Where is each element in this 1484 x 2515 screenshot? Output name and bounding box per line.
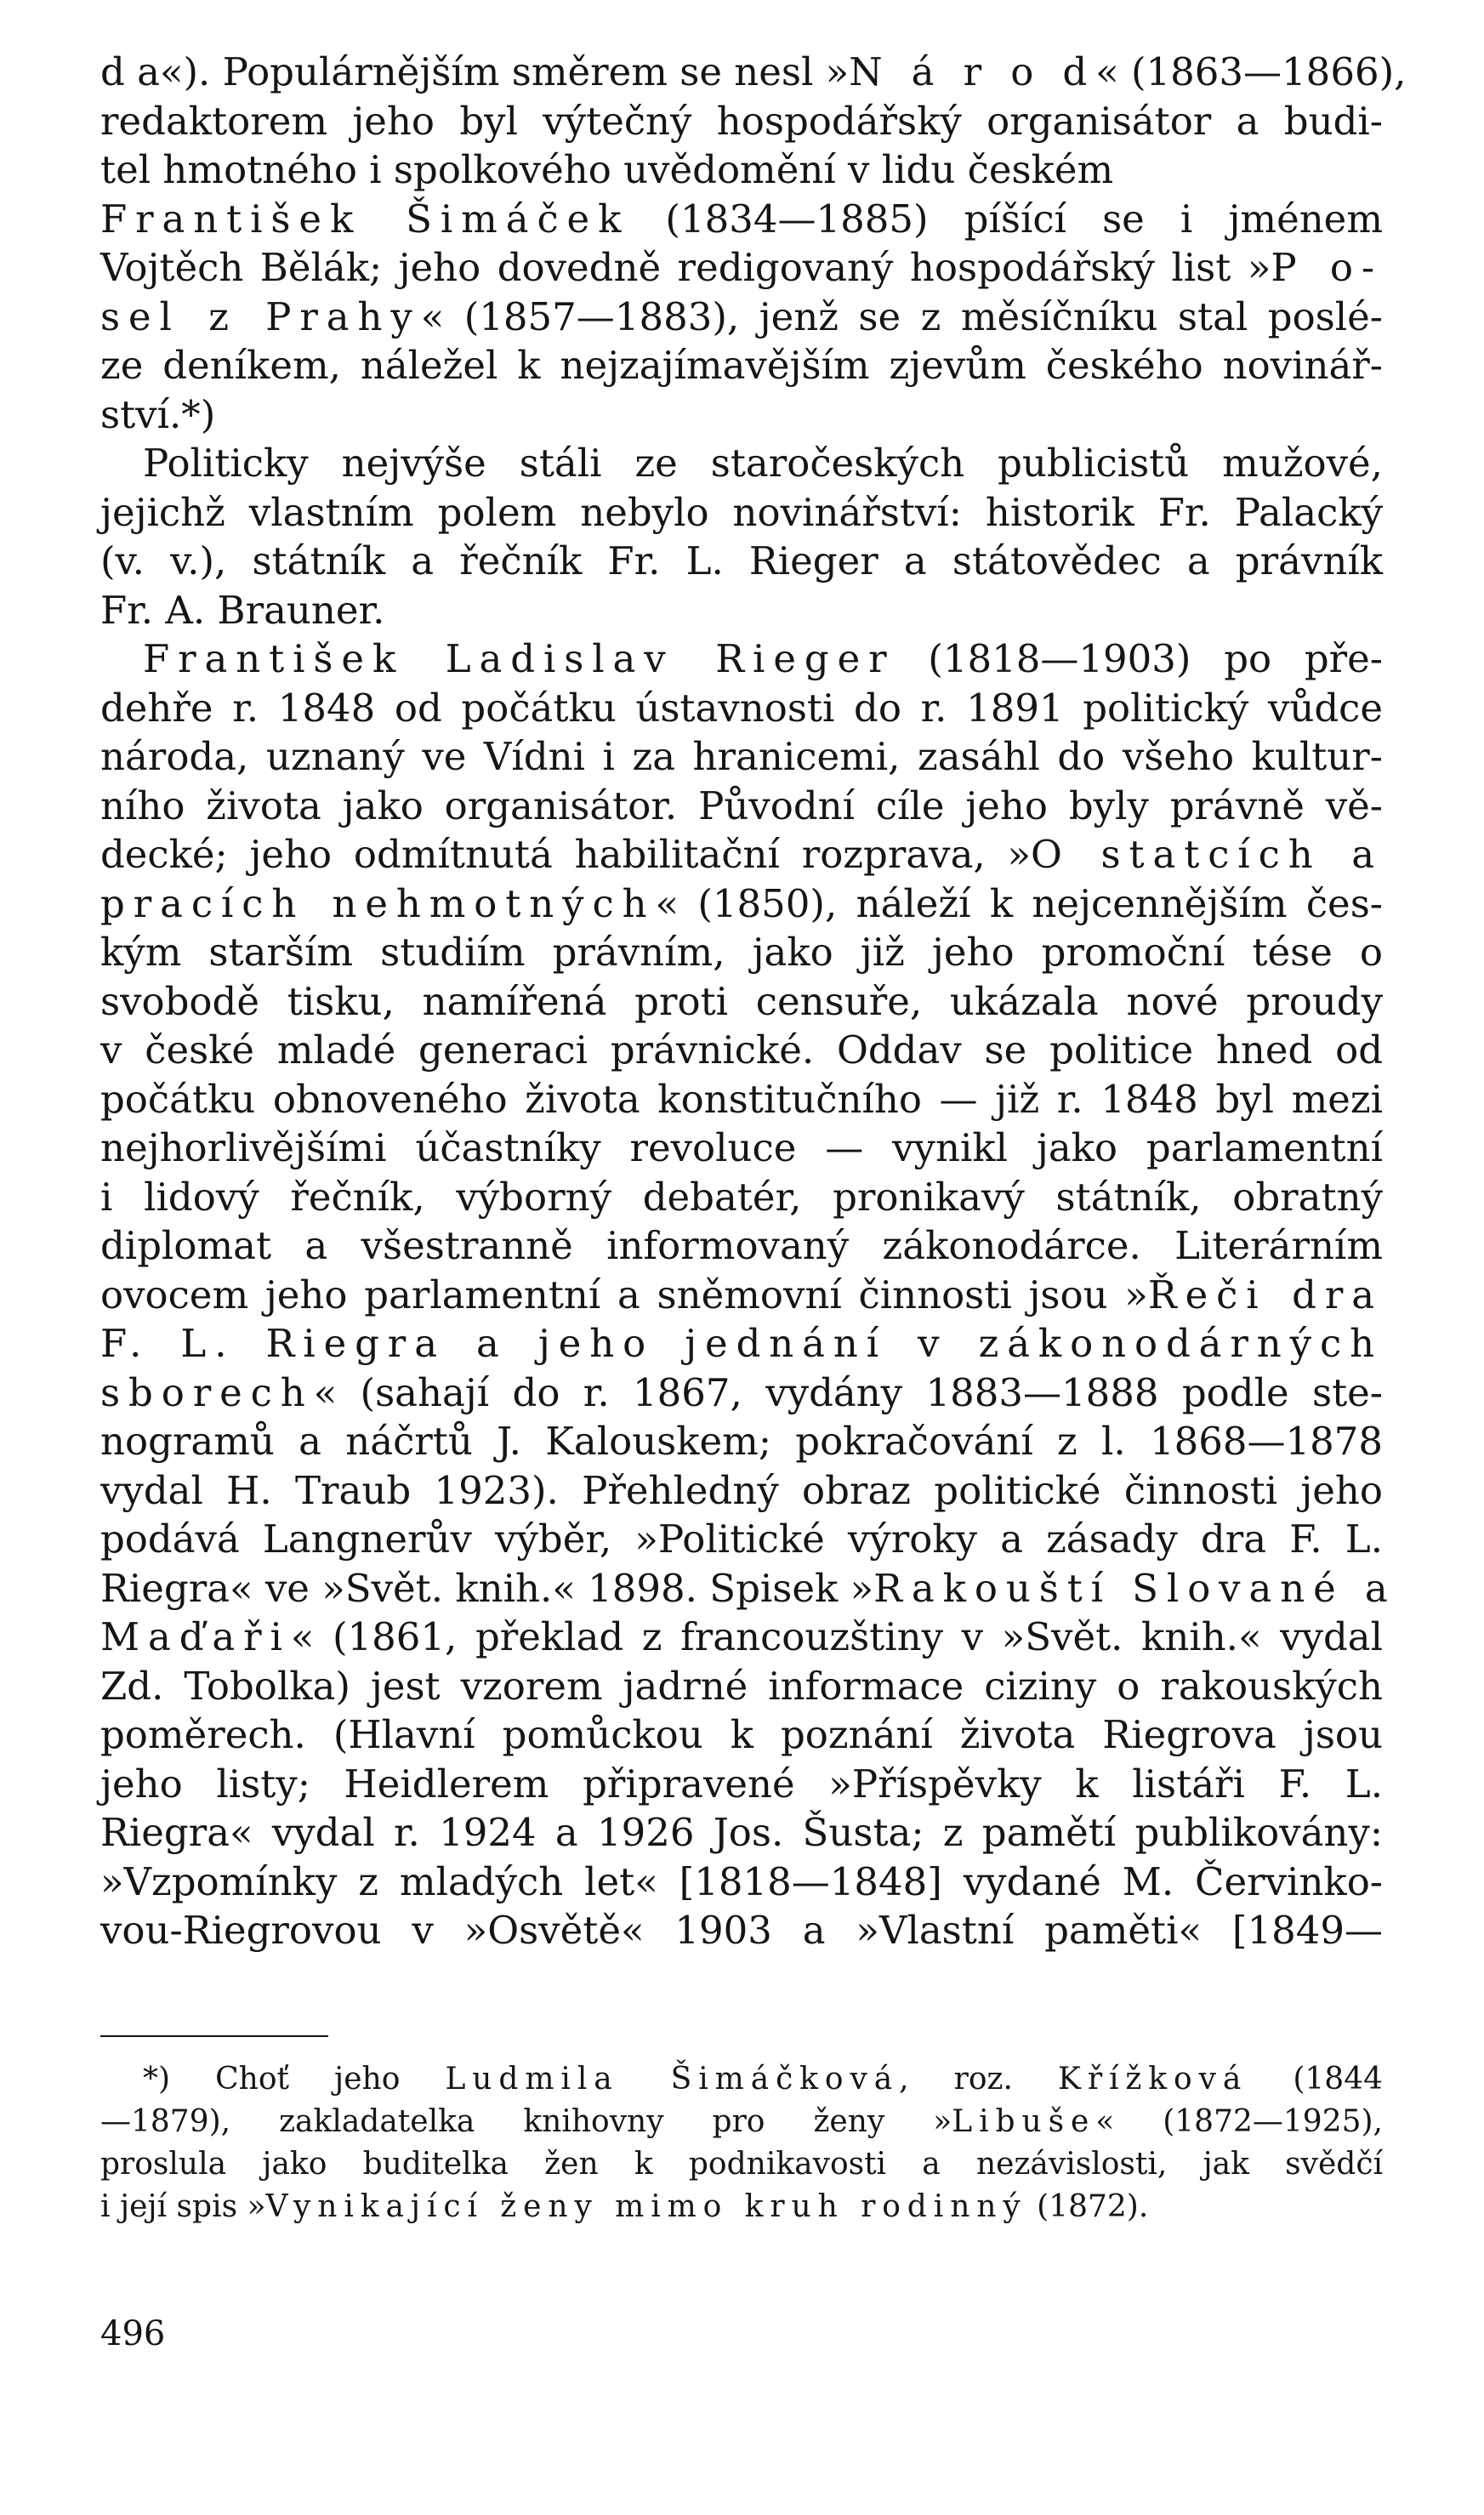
text-run: tel hmotného i spolkového uvědomění v lidu českém: [100, 147, 1114, 192]
text-line: [100, 879, 1383, 929]
text-run: *) Choť jeho: [143, 2062, 446, 2097]
text-line: [100, 48, 1407, 97]
text-line: [100, 928, 1383, 977]
text-line: [100, 1221, 1383, 1271]
text-run: národa, uznaný ve Vídni i za hranicemi, zasáhl do všeho kultur-: [100, 734, 1383, 779]
text-run: nogramů a náčrtů J. Kalouskem; pokračování z l. 1868—1878: [100, 1419, 1383, 1464]
text-run: počátku obnoveného života konstitučního — již r. 1848 byl mezi: [100, 1076, 1383, 1122]
text-line: [100, 439, 1383, 488]
text-line: [100, 243, 1383, 293]
spaced-emphasis: Rakouští Slované a: [873, 1565, 1396, 1611]
text-line: [100, 782, 1383, 831]
text-run: nejhorlivějšími účastníky revoluce — vynikl jako parlamentní: [100, 1125, 1383, 1170]
text-line: [100, 1124, 1383, 1173]
text-run: dehře r. 1848 od počátku ústavnosti do r. 1891 politický vůdce: [100, 685, 1383, 731]
text-run: ství.*): [100, 391, 216, 437]
text-line: [100, 1906, 1383, 1955]
spaced-emphasis: P o-: [1271, 245, 1384, 290]
text-line: [100, 977, 1383, 1027]
footnote-line: [100, 2101, 1383, 2143]
text-run: vydal H. Traub 1923). Přehledný obraz politické činnosti jeho: [100, 1467, 1383, 1513]
text-run: diplomat a všestranně informovaný zákonodárce. Literárním: [100, 1223, 1383, 1268]
footnote-line: [100, 2186, 1383, 2228]
text-run: jeho listy; Heidlerem připravené »Příspěvky k listáři F. L.: [100, 1761, 1383, 1807]
main-text: [100, 48, 1407, 1955]
text-run: Riegra« vydal r. 1924 a 1926 Jos. Šusta; z pamětí publikovány:: [100, 1810, 1383, 1855]
text-run: i její spis »: [100, 2189, 266, 2224]
spaced-emphasis: N á r o d: [849, 49, 1096, 94]
page-number: 496: [100, 2314, 166, 2353]
text-line: [100, 1858, 1383, 1907]
text-run: kým starším studiím právním, jako již jeho promoční tése o: [100, 930, 1383, 975]
text-run: « (sahají do r. 1867, vydány 1883—1888 podle ste-: [313, 1369, 1383, 1415]
text-run: podává Langnerův výběr, »Politické výroky a zásady dra F. L.: [100, 1516, 1383, 1562]
text-run: poměrech. (Hlavní pomůckou k poznání života Riegrova jsou: [100, 1712, 1383, 1757]
text-run: (1818—1903) po pře-: [895, 636, 1384, 681]
text-line: [100, 1515, 1383, 1564]
text-run: , roz.: [899, 2062, 1059, 2097]
text-line: [100, 97, 1383, 146]
spaced-emphasis: Řeči dra: [1147, 1272, 1383, 1317]
text-run: v české mladé generaci právnické. Oddav se politice hned od: [100, 1027, 1383, 1073]
text-run: Vojtěch Bělák; jeho dovedně redigovaný hospodářský list »: [100, 245, 1271, 290]
text-run: —1879), zakladatelka knihovny pro ženy »: [100, 2104, 952, 2139]
text-line: [100, 1760, 1383, 1809]
spaced-emphasis: sborech: [100, 1369, 314, 1415]
text-run: jejichž vlastním polem nebylo novinářství: historik Fr. Palacký: [100, 489, 1383, 535]
text-line: [100, 1368, 1383, 1418]
text-run: (1872).: [1026, 2189, 1149, 2224]
text-run: Riegra« ve »Svět. knih.« 1898. Spisek »: [100, 1565, 874, 1611]
text-run: Politicky nejvýše stáli ze staročeských publicistů mužové,: [143, 441, 1383, 486]
text-line: [100, 195, 1383, 244]
text-run: i lidový řečník, výborný debatér, pronikavý státník, obratný: [100, 1174, 1383, 1220]
text-run: « (1857—1883), jenž se z měsíčníku stal poslé-: [420, 293, 1384, 339]
text-run: vou-Riegrovou v »Osvětě« 1903 a »Vlastní paměti« [1849—: [100, 1908, 1383, 1953]
spaced-emphasis: Vynikající ženy mimo kruh rodinný: [265, 2189, 1027, 2224]
text-run: (1834—1885) píšící se i jménem: [629, 196, 1383, 242]
text-line: [100, 1271, 1383, 1320]
text-line: [100, 1173, 1383, 1222]
text-run: Zd. Tobolka) jest vzorem jadrné informace ciziny o rakouských: [100, 1663, 1383, 1709]
spaced-emphasis: Libuše: [952, 2104, 1096, 2139]
text-line: [100, 1417, 1383, 1466]
text-run: decké; jeho odmítnutá habilitační rozprava, »: [100, 832, 1032, 877]
spaced-emphasis: František Ladislav Rieger: [143, 636, 896, 681]
text-line: [100, 293, 1383, 342]
text-line: [100, 1710, 1383, 1760]
text-line: [100, 586, 1383, 635]
text-line: [100, 1075, 1383, 1124]
text-line: [100, 732, 1383, 782]
spaced-emphasis: O statcích a: [1031, 832, 1383, 877]
footnote-line: [100, 2143, 1383, 2186]
spaced-emphasis: F. L. Riegra a jeho jednání v zákonodárných: [100, 1321, 1383, 1366]
text-line: [100, 341, 1383, 390]
text-run: (v. v.), státník a řečník Fr. L. Rieger a státovědec a právník: [100, 538, 1383, 583]
text-line: [100, 390, 1383, 440]
text-run: Fr. A. Brauner.: [100, 587, 385, 633]
text-line: [100, 145, 1383, 195]
text-line: [100, 1466, 1383, 1516]
text-line: [100, 1319, 1383, 1368]
text-run: »Vzpomínky z mladých let« [1818—1848] vydané M. Červinko-: [100, 1858, 1383, 1904]
text-line: [100, 684, 1383, 733]
text-run: « (1861, překlad z francouzštiny v »Svět. knih.« vydal: [290, 1614, 1383, 1659]
text-line: [100, 537, 1383, 586]
spaced-emphasis: sel z Prahy: [100, 293, 421, 339]
spaced-emphasis: Ludmila Šimáčková: [445, 2062, 900, 2097]
spaced-emphasis: Křížková: [1058, 2062, 1248, 2097]
text-line: [100, 488, 1383, 538]
text-line: [100, 1564, 1396, 1613]
text-run: ního života jako organisátor. Původní cíle jeho byly právně vě-: [100, 782, 1383, 828]
text-line: [100, 1613, 1383, 1662]
footnote-rule: [100, 2035, 328, 2037]
text-run: « (1850), náleží k nejcennějším čes-: [655, 880, 1383, 926]
text-line: [100, 1026, 1383, 1075]
spaced-emphasis: pracích nehmotných: [100, 880, 656, 926]
text-line: [100, 1808, 1383, 1858]
spaced-emphasis: Maďaři: [100, 1614, 291, 1659]
spaced-emphasis: František Šimáček: [100, 196, 630, 242]
text-run: d a«). Populárnějším směrem se nesl »: [100, 49, 850, 94]
text-line: [100, 634, 1383, 684]
text-run: proslula jako buditelka žen k podnikavosti a nezávislosti, jak svědčí: [100, 2147, 1383, 2182]
footnote-line: [100, 2058, 1383, 2101]
text-line: [100, 1662, 1383, 1711]
text-run: ovocem jeho parlamentní a sněmovní činnosti jsou »: [100, 1272, 1148, 1317]
text-run: « (1872—1925),: [1095, 2104, 1383, 2139]
text-line: [100, 830, 1383, 879]
text-run: « (1863—1866),: [1095, 49, 1407, 94]
text-run: (1844: [1248, 2062, 1383, 2097]
text-run: redaktorem jeho byl výtečný hospodářský organisátor a budi-: [100, 98, 1383, 144]
text-run: ze deníkem, náležel k nejzajímavějším zjevům českého novinář-: [100, 343, 1383, 388]
text-run: svobodě tisku, namířená proti censuře, ukázala nové proudy: [100, 978, 1383, 1024]
footnote: [100, 2058, 1383, 2228]
